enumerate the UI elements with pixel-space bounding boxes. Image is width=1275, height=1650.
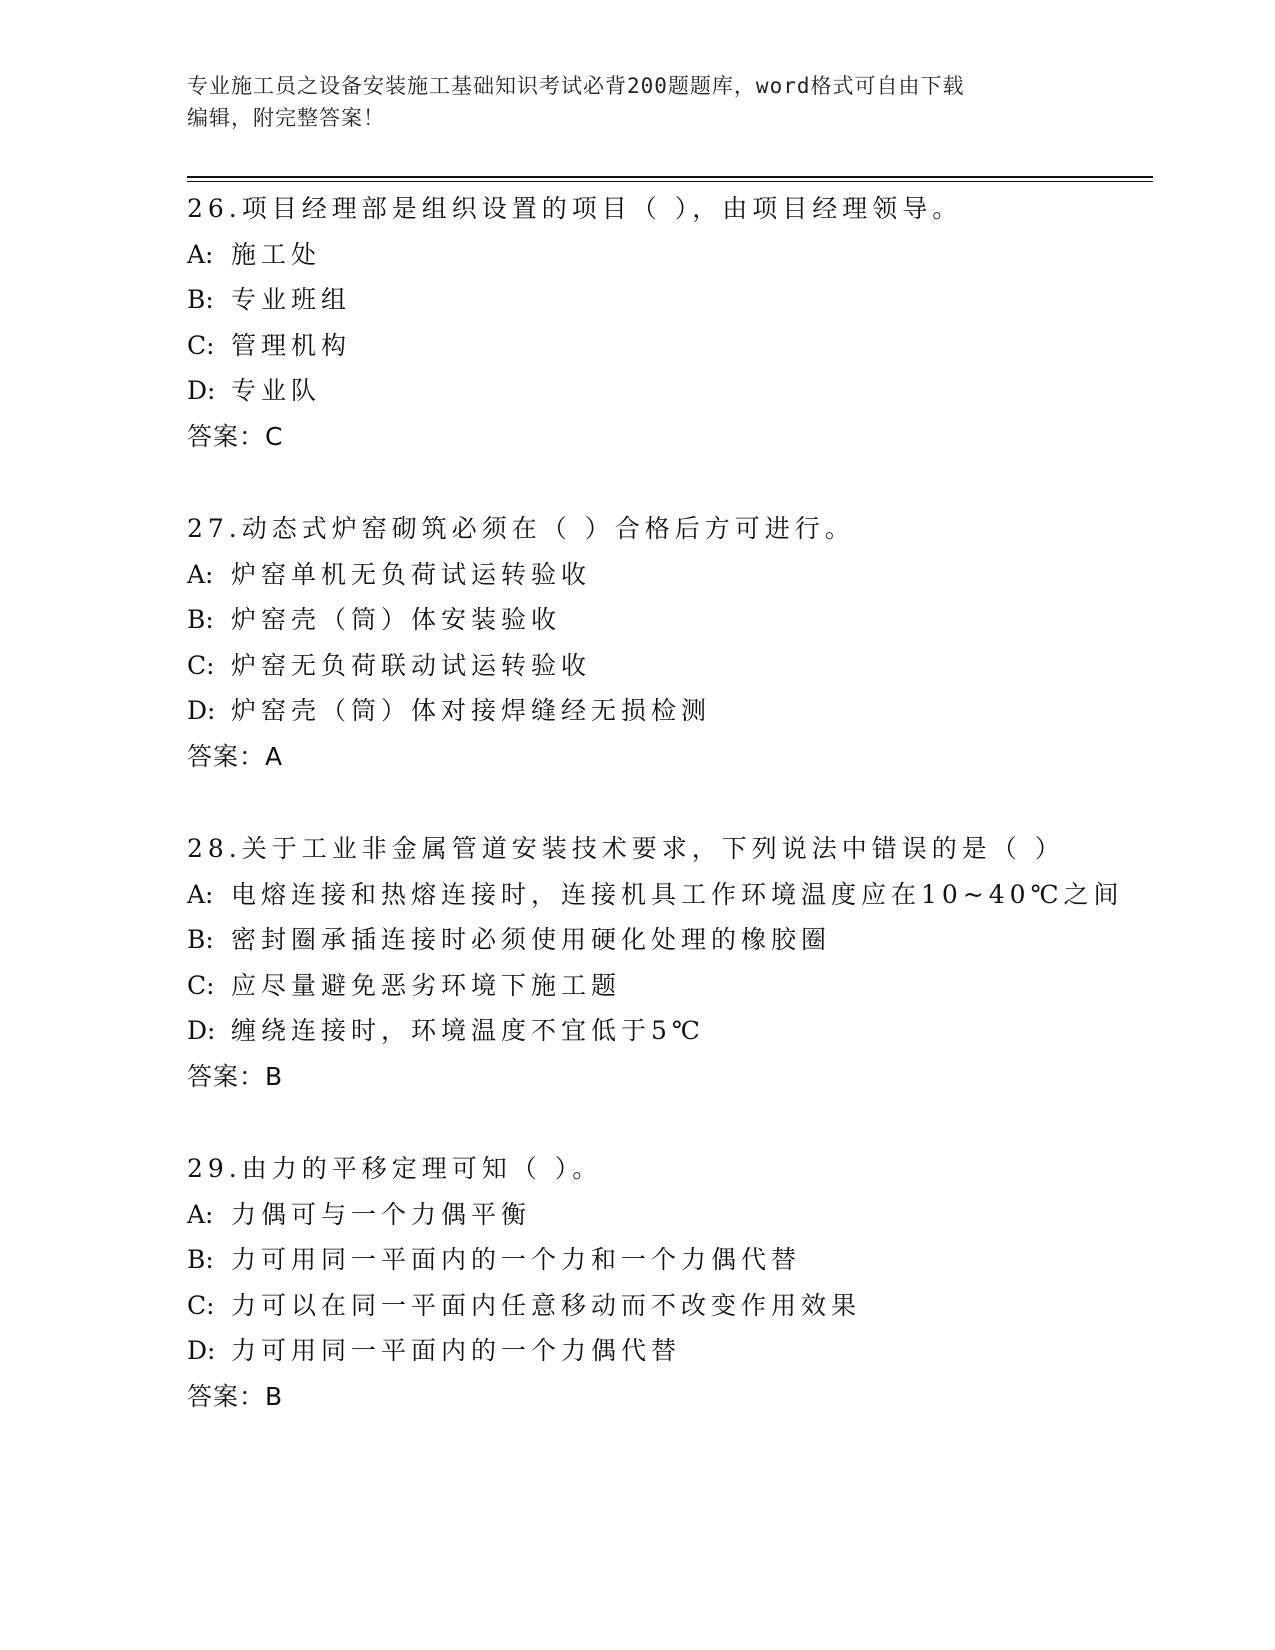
option-text: 炉窑单机无负荷试运转验收 bbox=[231, 559, 592, 589]
document-header bbox=[187, 70, 1087, 134]
option-a bbox=[187, 232, 1153, 278]
option-text: 炉窑无负荷联动试运转验收 bbox=[231, 650, 592, 680]
option-d bbox=[187, 368, 1153, 414]
answer-line: 答案：A bbox=[187, 741, 284, 771]
option-text: 力可用同一平面内的一个力偶代替 bbox=[231, 1336, 682, 1366]
option-b bbox=[187, 597, 1153, 643]
question-27 bbox=[187, 506, 1153, 780]
answer-line: 答案：B bbox=[187, 1381, 284, 1411]
option-text: 电熔连接和热熔连接时，连接机具工作环境温度应在10~40℃之间 bbox=[231, 879, 1124, 909]
option-letter: D: bbox=[187, 376, 216, 406]
option-text: 专业班组 bbox=[231, 285, 352, 315]
option-text: 应尽量避免恶劣环境下施工题 bbox=[231, 970, 622, 1000]
option-letter: D: bbox=[187, 1336, 216, 1366]
option-text: 力可以在同一平面内任意移动而不改变作用效果 bbox=[231, 1290, 862, 1320]
answer-line: 答案：C bbox=[187, 421, 284, 451]
option-c bbox=[187, 1283, 1153, 1329]
question-stem: 27.动态式炉窑砌筑必须在（ ）合格后方可进行。 bbox=[187, 514, 855, 543]
option-letter: A: bbox=[187, 879, 214, 909]
option-letter: C: bbox=[187, 330, 215, 360]
option-b bbox=[187, 1237, 1153, 1283]
option-letter: B: bbox=[187, 605, 214, 635]
option-c bbox=[187, 643, 1153, 689]
question-28 bbox=[187, 826, 1153, 1100]
option-text: 力偶可与一个力偶平衡 bbox=[231, 1199, 532, 1229]
option-letter: D: bbox=[187, 1016, 216, 1046]
option-letter: C: bbox=[187, 650, 215, 680]
option-a bbox=[187, 1192, 1153, 1238]
option-letter: A: bbox=[187, 559, 214, 589]
option-b bbox=[187, 917, 1153, 963]
option-text: 专业队 bbox=[231, 376, 322, 406]
option-d bbox=[187, 688, 1153, 734]
option-letter: A: bbox=[187, 239, 214, 269]
header-divider-thick bbox=[187, 176, 1153, 178]
option-d bbox=[187, 1328, 1153, 1374]
option-letter: D: bbox=[187, 696, 216, 726]
header-title-line-2: 编辑，附完整答案！ bbox=[187, 106, 385, 130]
option-c bbox=[187, 963, 1153, 1009]
question-stem: 26.项目经理部是组织设置的项目（ ），由项目经理领导。 bbox=[187, 194, 963, 223]
question-26 bbox=[187, 186, 1153, 460]
option-a bbox=[187, 872, 1153, 918]
option-text: 管理机构 bbox=[231, 330, 352, 360]
option-letter: B: bbox=[187, 285, 214, 315]
question-29 bbox=[187, 1146, 1153, 1420]
answer-line: 答案：B bbox=[187, 1061, 284, 1091]
option-letter: B: bbox=[187, 1245, 214, 1275]
option-text: 炉窑壳（筒）体对接焊缝经无损检测 bbox=[231, 696, 712, 726]
option-letter: A: bbox=[187, 1199, 214, 1229]
option-b bbox=[187, 277, 1153, 323]
question-stem: 28.关于工业非金属管道安装技术要求，下列说法中错误的是（ ） bbox=[187, 834, 1065, 863]
option-text: 力可用同一平面内的一个力和一个力偶代替 bbox=[231, 1245, 802, 1275]
option-c bbox=[187, 323, 1153, 369]
option-a bbox=[187, 552, 1153, 598]
option-d bbox=[187, 1008, 1153, 1054]
option-text: 炉窑壳（筒）体安装验收 bbox=[231, 605, 562, 635]
option-text: 缠绕连接时，环境温度不宜低于5℃ bbox=[231, 1016, 705, 1046]
option-text: 施工处 bbox=[231, 239, 322, 269]
option-letter: C: bbox=[187, 1290, 215, 1320]
question-stem: 29.由力的平移定理可知（ ）。 bbox=[187, 1154, 603, 1183]
option-letter: C: bbox=[187, 970, 215, 1000]
header-divider-thin bbox=[187, 181, 1153, 182]
option-letter: B: bbox=[187, 925, 214, 955]
header-title-line-1: 专业施工员之设备安装施工基础知识考试必背200题题库，word格式可自由下载 bbox=[187, 74, 965, 98]
option-text: 密封圈承插连接时必须使用硬化处理的橡胶圈 bbox=[231, 925, 832, 955]
